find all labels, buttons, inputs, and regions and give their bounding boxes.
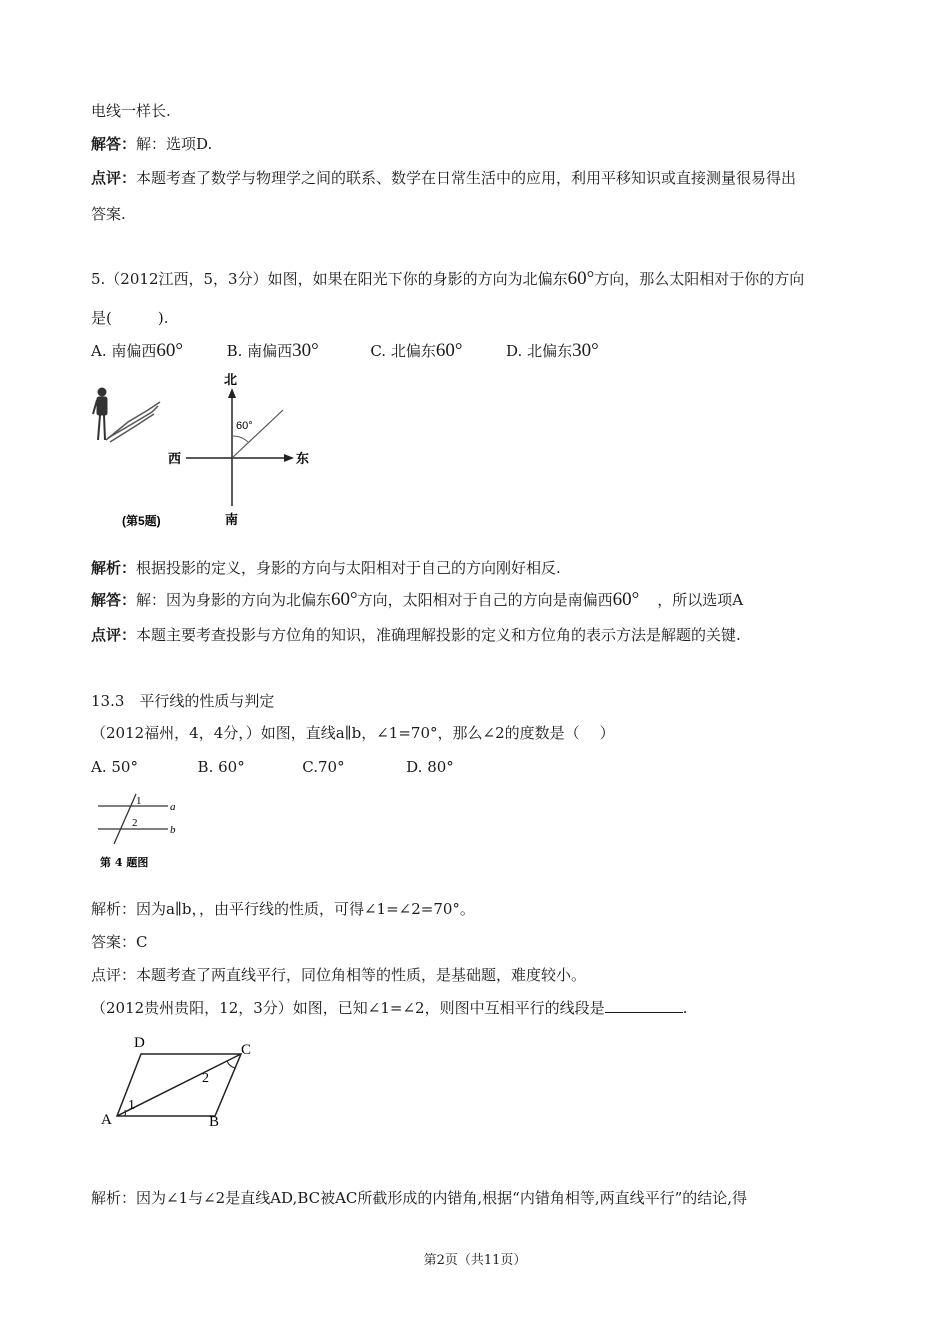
- prev-comment-line2: 答案.: [91, 205, 126, 223]
- angle-label: 60°: [236, 420, 253, 432]
- section-title: 13.3 平行线的性质与判定: [91, 692, 275, 710]
- q5-paren-open: 是(: [91, 309, 112, 327]
- q5-stem-deg: 60°: [567, 268, 595, 289]
- q5-stem: [91, 268, 804, 290]
- fuzhou-analysis: 解析：因为a∥b，，由平行线的性质，可得∠1=∠2=70°。: [91, 900, 475, 918]
- guiyang-analysis: 解析：因为∠1与∠2是直线AD,BC被AC所截形成的内错角,根据“内错角相等,两直线平行”的结论,得: [91, 1189, 748, 1207]
- fuzhou-option-d: D. 80°: [406, 758, 454, 776]
- q-guiyang-stem: [91, 997, 687, 1019]
- prev-comment: [91, 167, 796, 189]
- q5-option-b: B. 南偏西30°: [226, 340, 319, 361]
- shadow-icon: [106, 402, 160, 442]
- answer-part-a: 解：因为身影的方向为北偏东: [136, 591, 332, 609]
- west-label: 西: [168, 452, 182, 467]
- figure-caption: (第5题): [122, 514, 161, 528]
- vertex-b: B: [209, 1114, 220, 1130]
- q5-option-a: A. 南偏西60°: [91, 340, 184, 361]
- q5-answer: [91, 589, 743, 611]
- guiyang-stem-end: .: [682, 999, 688, 1017]
- person-icon: [93, 388, 107, 440]
- answer-part-b: 方向，太阳相对于自己的方向是南偏西: [357, 591, 613, 609]
- answer-label: 解答：: [91, 135, 137, 153]
- fuzhou-option-c: C.70°: [302, 758, 345, 776]
- angle-1-label: 1: [128, 1098, 135, 1113]
- answer-deg-1: 60°: [331, 589, 358, 610]
- fuzhou-angle-1: 1: [136, 795, 142, 807]
- fuzhou-stem-a: （2012福州，4，4分，）如图，直线a∥b，∠1=70°，那么∠2的度数是（: [91, 724, 580, 742]
- q5-option-c: C. 北偏东60°: [370, 340, 463, 361]
- answer-label: 解答：: [91, 591, 137, 609]
- guiyang-figure: [95, 1030, 270, 1135]
- fuzhou-line-a: a: [170, 801, 176, 813]
- q-fuzhou-stem: [91, 722, 615, 744]
- fuzhou-figure: [88, 788, 198, 872]
- vertex-c: C: [241, 1042, 252, 1058]
- q5-stem-b: 方向，那么太阳相对于你的方向: [594, 270, 805, 288]
- fuzhou-answer: 答案：C: [91, 933, 148, 951]
- fuzhou-stem-b: ）: [599, 724, 615, 742]
- analysis-text: 根据投影的定义，身影的方向与太阳相对于自己的方向刚好相反.: [136, 559, 561, 577]
- page-footer: 第2页（共11页）: [423, 1253, 527, 1268]
- fuzhou-option-b: B. 60°: [197, 758, 245, 776]
- angle-2-label: 2: [202, 1071, 209, 1086]
- analysis-label: 解析：: [91, 559, 137, 577]
- q5-options: [91, 340, 599, 362]
- prev-answer: [91, 133, 212, 155]
- q5-stem-a: 5.（2012江西，5，3分）如图，如果在阳光下你的身影的方向为北偏东: [91, 270, 568, 288]
- comment-label: 点评：: [91, 626, 137, 644]
- q5-paren-close: ).: [157, 309, 169, 327]
- q5-analysis: [91, 557, 561, 579]
- q5-figure: [88, 372, 328, 532]
- east-label: 东: [296, 452, 310, 467]
- fuzhou-caption: 第 4 题图: [100, 856, 149, 869]
- guiyang-stem: （2012贵州贵阳，12，3分）如图，已知∠1=∠2，则图中互相平行的线段是: [91, 999, 605, 1017]
- fuzhou-comment: 点评：本题考查了两直线平行，同位角相等的性质，是基础题，难度较小。: [91, 966, 587, 984]
- q-fuzhou-options: [91, 756, 454, 778]
- answer-blank: [605, 998, 683, 1013]
- east-arrow-icon: [284, 454, 294, 462]
- north-label: 北: [224, 373, 238, 388]
- vertex-d: D: [134, 1035, 145, 1051]
- q5-comment: [91, 624, 741, 646]
- comment-label: 点评：: [91, 169, 137, 187]
- q5-stem-line2: [91, 307, 168, 329]
- fuzhou-line-b: b: [170, 824, 176, 836]
- prev-tail: 电线一样长.: [91, 102, 171, 120]
- answer-text: 解：选项D.: [136, 135, 213, 153]
- answer-deg-2: 60°: [612, 589, 640, 610]
- fuzhou-option-a: A. 50°: [91, 758, 138, 776]
- south-label: 南: [225, 513, 239, 528]
- comment-text: 本题考查了数学与物理学之间的联系、数学在日常生活中的应用，利用平移知识或直接测量很易得出: [136, 169, 797, 187]
- answer-part-c: ，所以选项A: [657, 591, 744, 609]
- q5-option-d: D. 北偏东30°: [506, 340, 599, 361]
- vertex-a: A: [101, 1112, 112, 1128]
- fuzhou-angle-2: 2: [132, 817, 138, 829]
- north-arrow-icon: [228, 388, 236, 398]
- comment-text: 本题主要考查投影与方位角的知识，准确理解投影的定义和方位角的表示方法是解题的关键.: [136, 626, 741, 644]
